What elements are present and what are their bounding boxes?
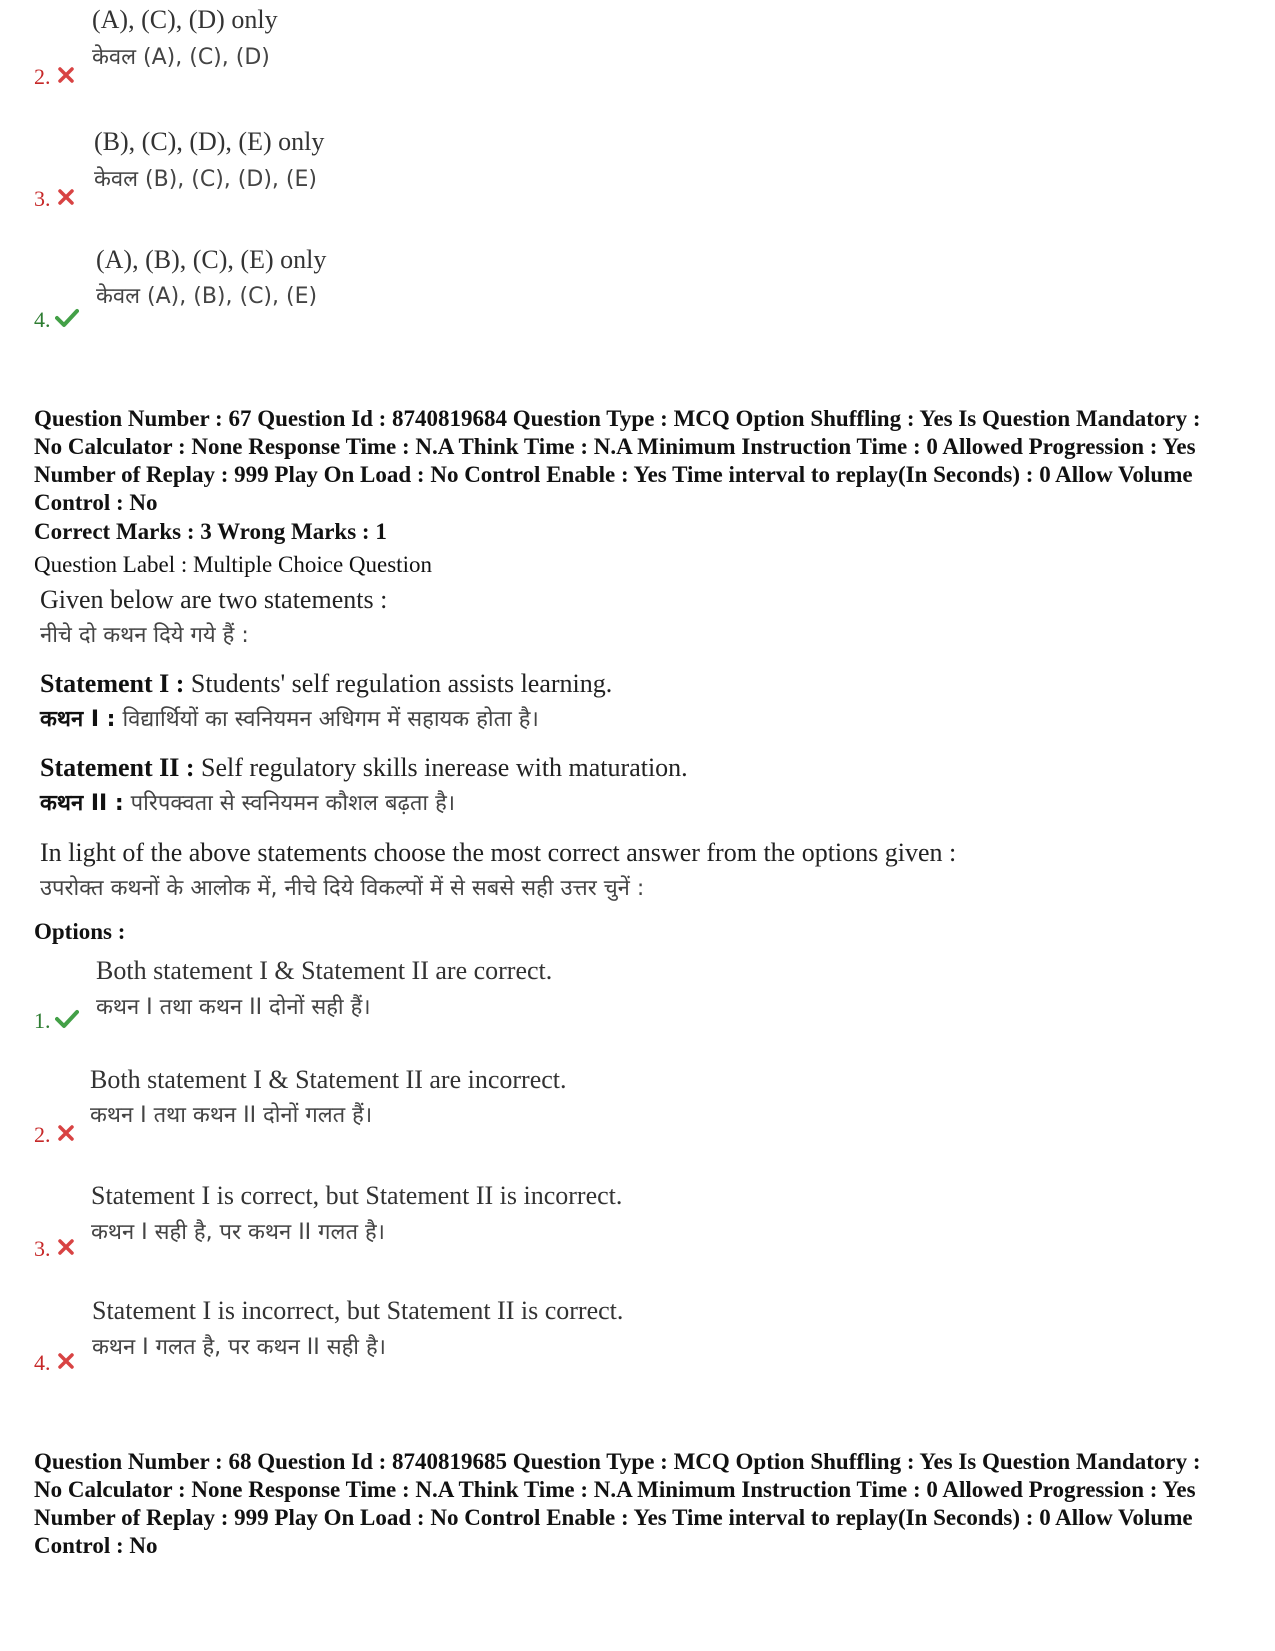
option-text-en: Both statement I & Statement II are incorrect. <box>90 1065 567 1094</box>
option-text-en: (A), (B), (C), (E) only <box>96 245 327 274</box>
statement-1-label-en: Statement I : <box>40 669 185 698</box>
option-number: 3. <box>34 1236 51 1261</box>
option-text-en: (A), (C), (D) only <box>92 5 278 34</box>
question-67-label: Question Label : Multiple Choice Question <box>34 552 432 577</box>
question-intro-hi: नीचे दो कथन दिये गये हैं : <box>40 623 249 648</box>
statement-2-en <box>40 752 688 784</box>
statement-1-hi <box>40 704 539 736</box>
question-prompt-en: In light of the above statements choose the most correct answer from the options given : <box>40 838 957 867</box>
option-number: 3. <box>34 186 51 211</box>
wrong-cross-icon <box>55 1122 79 1144</box>
options-heading: Options : <box>34 919 126 944</box>
wrong-cross-icon <box>55 1350 79 1372</box>
wrong-cross-icon <box>55 64 79 86</box>
question-67-meta: Question Number : 67 Question Id : 8740819684 Question Type : MCQ Option Shuffling : Yes Is Question Mandatory : No Calculator : None Response Time : N.A Think Time : N.A Minimum Instruction Time : 0 Allowed Progression : Yes Number of Replay : 999 Play On Load : No Control Enable : Yes Time interval to replay(In Seconds) : 0 Allow Volume Control : No <box>34 406 1201 515</box>
question-67-marks: Correct Marks : 3 Wrong Marks : 1 <box>34 519 387 544</box>
statement-2-hi <box>40 788 455 820</box>
option-text-hi: कथन I सही है, पर कथन II गलत है। <box>91 1220 386 1245</box>
option-text-en: Statement I is incorrect, but Statement II is correct. <box>92 1296 624 1325</box>
option-number: 4. <box>34 307 51 332</box>
wrong-cross-icon <box>55 186 79 208</box>
question-intro-en: Given below are two statements : <box>40 585 388 614</box>
statement-1-text-hi: विद्यार्थियों का स्वनियमन अधिगम में सहायक होता है। <box>122 707 539 732</box>
option-number: 2. <box>34 1122 51 1147</box>
statement-1-text-en: Students' self regulation assists learning. <box>190 669 613 698</box>
statement-1-en <box>40 668 612 700</box>
correct-check-icon <box>55 307 79 329</box>
option-text-hi: केवल (A), (B), (C), (E) <box>96 284 318 309</box>
option-number: 2. <box>34 64 51 89</box>
statement-1-label-hi: कथन I : <box>40 707 116 732</box>
option-text-hi: कथन I तथा कथन II दोनों सही हैं। <box>96 995 371 1020</box>
statement-2-label-en: Statement II : <box>40 753 195 782</box>
option-text-en: Both statement I & Statement II are correct. <box>96 956 553 985</box>
statement-2-label-hi: कथन II : <box>40 791 124 816</box>
statement-2-text-en: Self regulatory skills inerease with maturation. <box>201 753 688 782</box>
option-number: 1. <box>34 1008 51 1033</box>
option-text-hi: केवल (A), (C), (D) <box>92 45 270 70</box>
option-text-hi: केवल (B), (C), (D), (E) <box>94 167 317 192</box>
correct-check-icon <box>55 1008 79 1030</box>
option-text-hi: कथन I गलत है, पर कथन II सही है। <box>92 1335 387 1360</box>
option-text-en: Statement I is correct, but Statement II is incorrect. <box>91 1181 623 1210</box>
option-number: 4. <box>34 1350 51 1375</box>
option-text-hi: कथन I तथा कथन II दोनों गलत हैं। <box>90 1103 373 1128</box>
statement-2-text-hi: परिपक्वता से स्वनियमन कौशल बढ़ता है। <box>130 791 456 816</box>
option-text-en: (B), (C), (D), (E) only <box>94 127 325 156</box>
wrong-cross-icon <box>55 1236 79 1258</box>
question-68-meta: Question Number : 68 Question Id : 8740819685 Question Type : MCQ Option Shuffling : Yes Is Question Mandatory : No Calculator : None Response Time : N.A Think Time : N.A Minimum Instruction Time : 0 Allowed Progression : Yes Number of Replay : 999 Play On Load : No Control Enable : Yes Time interval to replay(In Seconds) : 0 Allow Volume Control : No <box>34 1449 1201 1558</box>
question-prompt-hi: उपरोक्त कथनों के आलोक में, नीचे दिये विकल्पों में से सबसे सही उत्तर चुनें : <box>40 876 645 901</box>
